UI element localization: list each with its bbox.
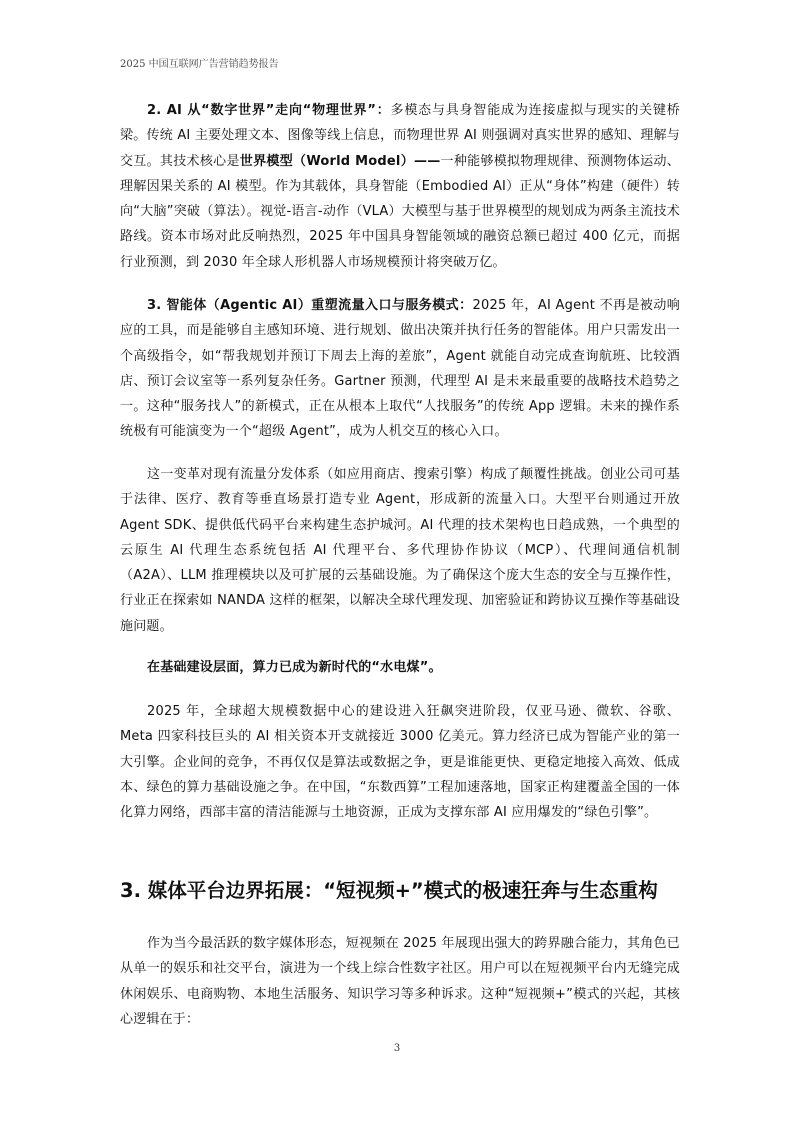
paragraph-text: 一种能够模拟物理规律、预测物体运动、理解因果关系的 AI 模型。作为其载体，具身智能（Embodied AI）正从“身体”构建（硬件）转向“大脑”突破（算法）。视觉-语言-动作（VLA）大模型与基于世界模型的规划成为两条主流技术路线。资本市场对此反响热烈，2025 年中国具身智能领域的融资总额已超过 400 亿元，而据行业预测，到 2030 年全球人形机器人市场规模预计将突破万亿。 — [120, 153, 680, 270]
paragraph-text: 2025 年，AI Agent 不再是被动响应的工具，而是能够自主感知环境、进行规划、做出决策并执行任务的智能体。用户只需发出一个高级指令，如“帮我规划并预订下周去上海的差旅”，Agent 就能自动完成查询航班、比较酒店、预订会议室等一系列复杂任务。Gartner 预测，代理型 AI 是未来最重要的战略技术趋势之一。这种“服务找人”的新模式，正在从根本上取代“人找服务”的传统 App 逻辑。未来的操作系统极有可能演变为一个“超级 Agent”，成为人机交互的核心入口。 — [120, 298, 681, 440]
section-heading: 3. 媒体平台边界拓展：“短视频+”模式的极速狂奔与生态重构 — [120, 879, 658, 902]
term-world-model: 世界模型（World Model）—— — [239, 153, 441, 169]
page-number: 3 — [393, 1043, 401, 1054]
running-header: 2025 中国互联网广告营销趋势报告 — [120, 59, 279, 70]
paragraph-short-video: 作为当今最活跃的数字媒体形态，短视频在 2025 年展现出强大的跨界融合能力，其角色已从单一的娱乐和社交平台，演进为一个线上综合性数字社区。用户可以在短视频平台内无缝完成休闲娱乐、电商购物、本地生活服务、知识学习等多种诉求。这种“短视频+”模式的兴起，其核心逻辑在于： — [120, 936, 680, 1027]
paragraph-label: 3. 智能体（Agentic AI）重塑流量入口与服务模式： — [147, 298, 473, 313]
paragraph-compute-infrastructure: 在基础建设层面，算力已成为新时代的“水电煤”。 — [147, 660, 442, 675]
paragraph-text: 多模态与具身智能成为连接虚拟与现实的关键桥梁。传统 AI 主要处理文本、图像等线上信息，而物理世界 AI 则强调对真实世界的感知、理解与交互。其技术核心是 — [120, 103, 681, 169]
paragraph-datacenter-capex: 2025 年，全球超大规模数据中心的建设进入狂飙突进阶段，仅亚马逊、微软、谷歌、Meta 四家科技巨头的 AI 相关资本开支就接近 3000 亿美元。算力经济已成为智能产业的第一大引擎。企业间的竞争，不再仅仅是算法或数据之争，更是谁能更快、更稳定地接入高效、低成本、绿色的算力基础设施之争。在中国，“东数西算”工程加速落地，国家正构建覆盖全国的一体化算力网络，西部丰富的清洁能源与土地资源，正成为支撑东部 AI 应用爆发的“绿色引擎”。 — [120, 704, 680, 821]
paragraph-agentic-ai — [120, 293, 680, 445]
paragraph-traffic-disruption: 这一变革对现有流量分发体系（如应用商店、搜索引擎）构成了颠覆性挑战。创业公司可基于法律、医疗、教育等垂直场景打造专业 Agent，形成新的流量入口。大型平台则通过开放 Agent SDK、提供低代码平台来构建生态护城河。AI 代理的技术架构也日趋成熟，一个典型的云原生 AI 代理生态系统包括 AI 代理平台、多代理协作协议（MCP）、代理间通信机制（A2A）、LLM 推理模块以及可扩展的云基础设施。为了确保这个庞大生态的安全与互操作性，行业正在探索如 NANDA 这样的框架，以解决全球代理发现、加密验证和跨协议互操作等基础设施问题。 — [120, 467, 680, 634]
paragraph-physical-ai — [120, 98, 680, 275]
paragraph-label: 2. AI 从“数字世界”走向“物理世界”： — [147, 103, 391, 118]
